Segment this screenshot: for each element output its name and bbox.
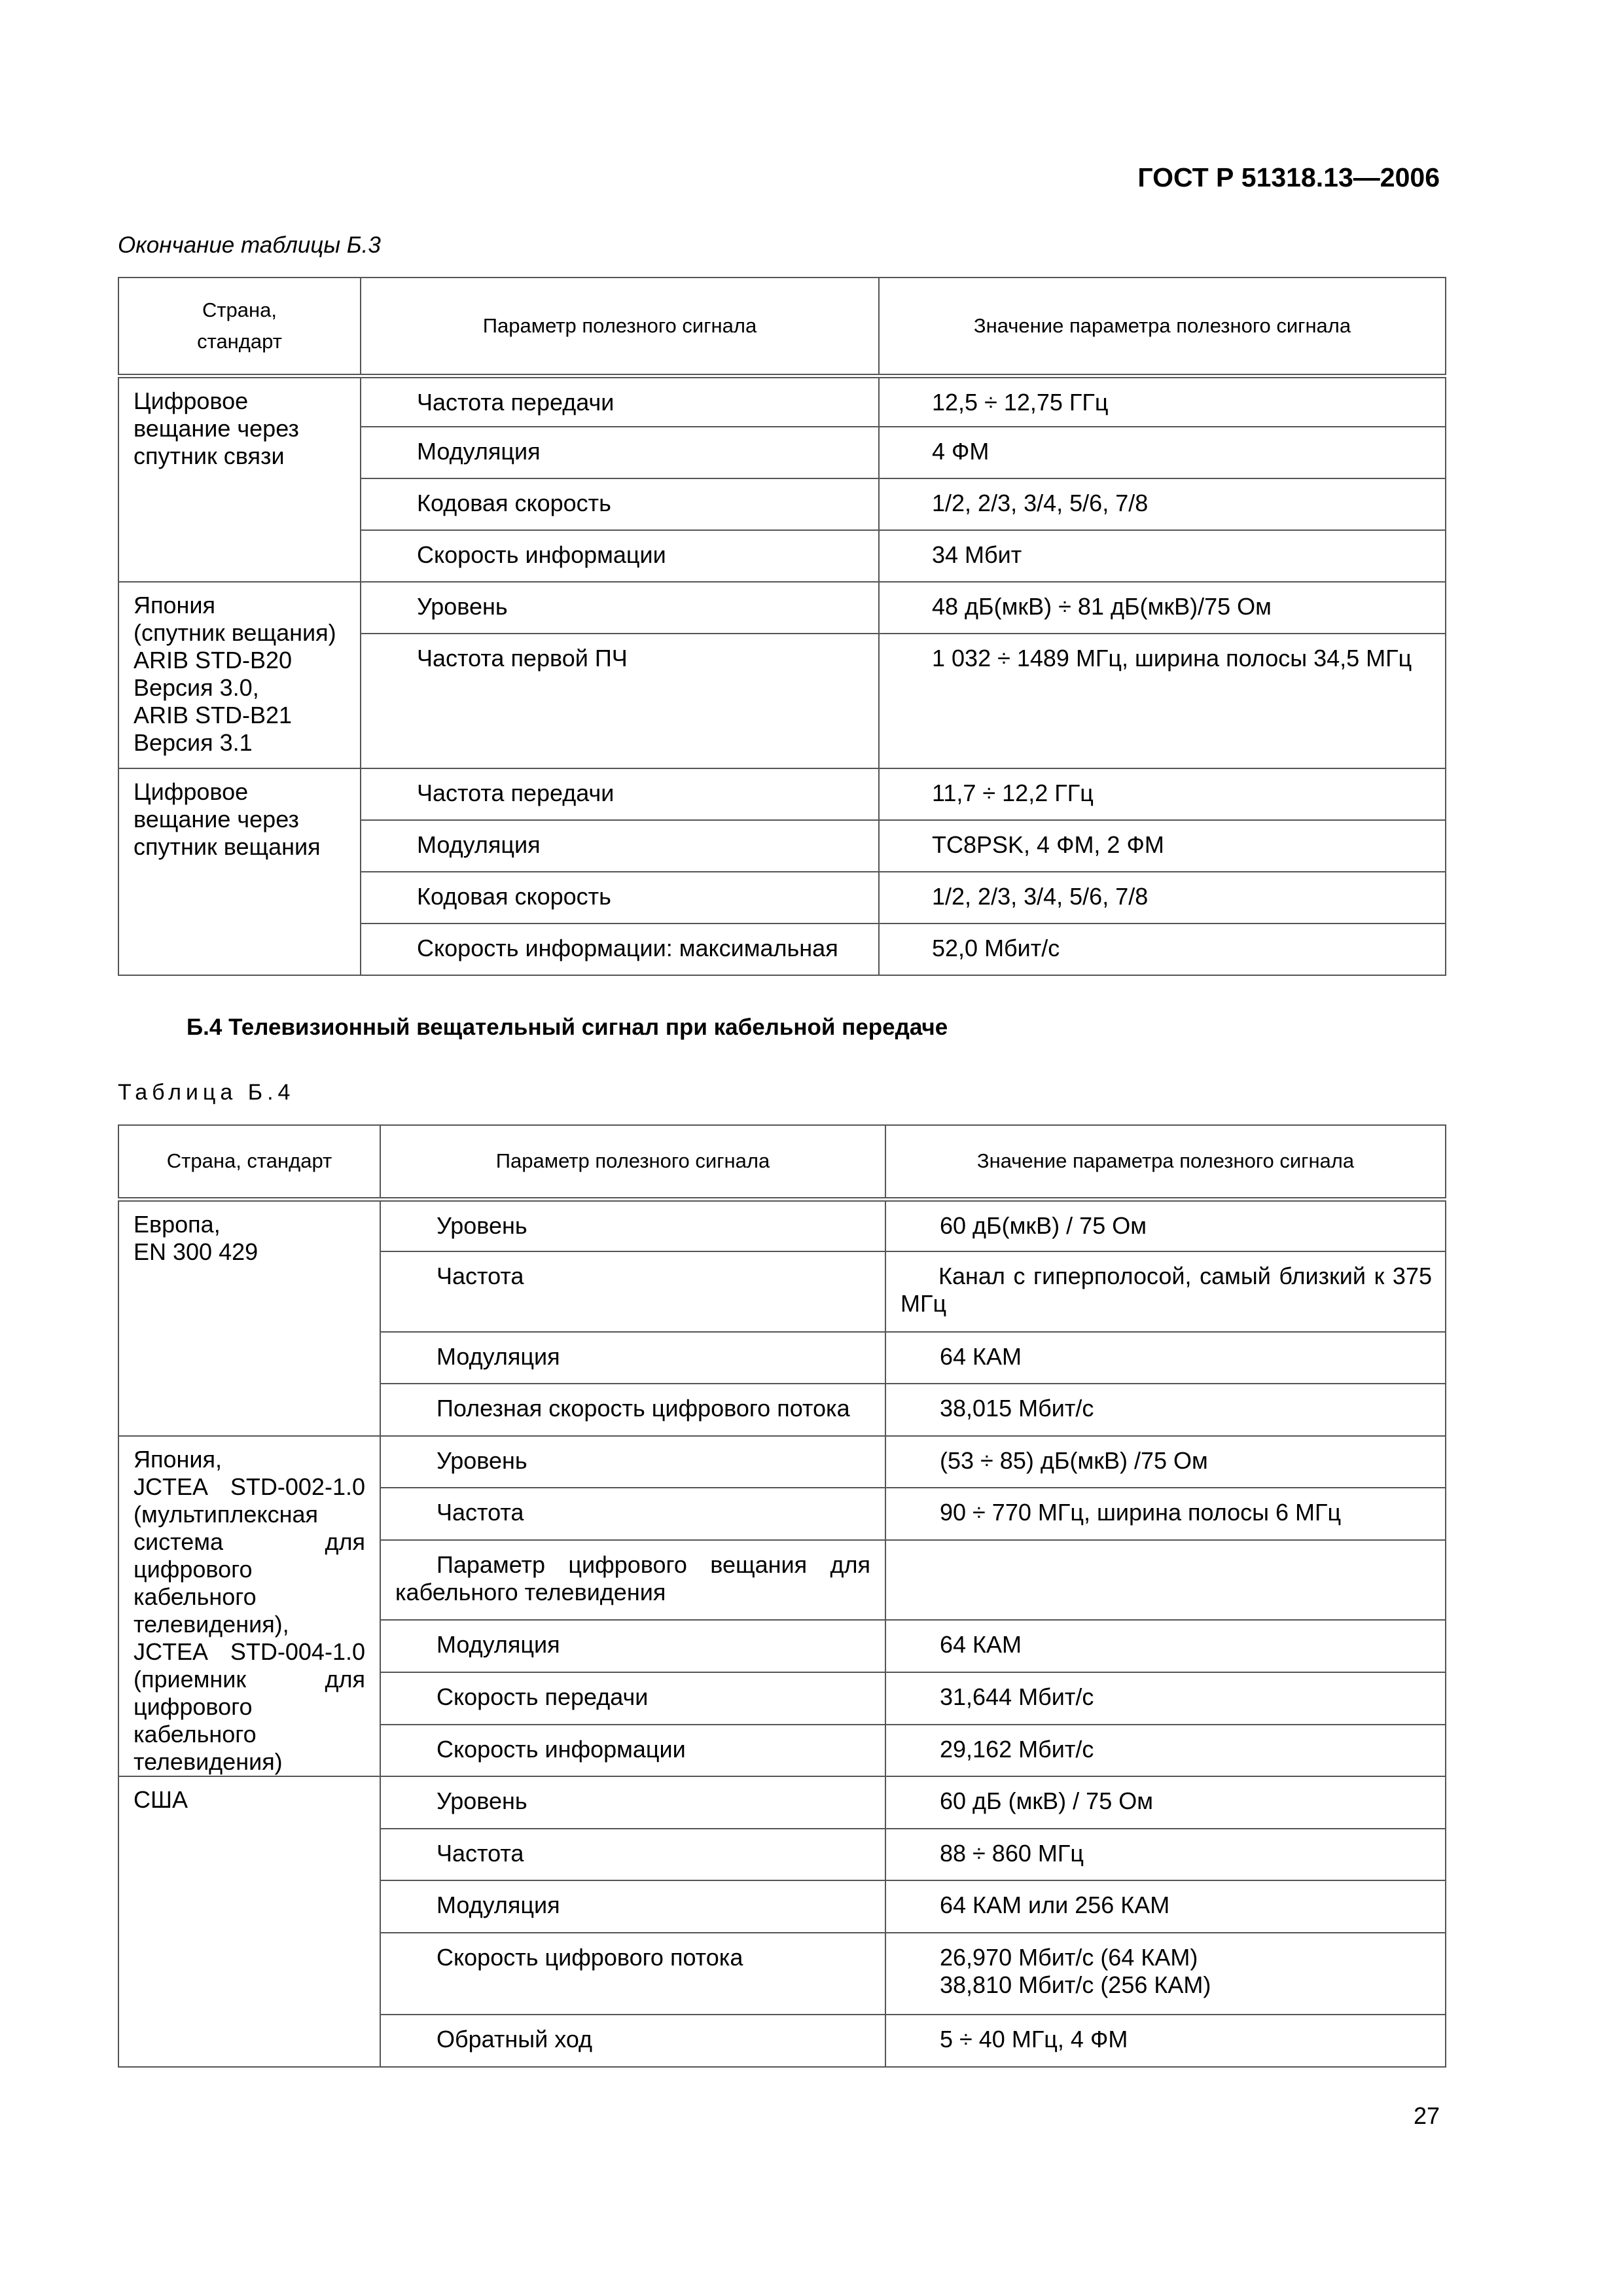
- parameter-cell: Модуляция: [361, 427, 879, 478]
- value-cell: 48 дБ(мкВ) ÷ 81 дБ(мкВ)/75 Ом: [879, 582, 1446, 634]
- table-b3-caption: Окончание таблицы Б.3: [118, 232, 381, 258]
- value-cell: 88 ÷ 860 МГц: [885, 1829, 1446, 1880]
- value-cell: Канал с гиперполосой, самый близкий к 375 МГц: [885, 1251, 1446, 1332]
- parameter-cell: Частота первой ПЧ: [361, 634, 879, 768]
- parameter-cell: Скорость цифрового потока: [380, 1933, 885, 2015]
- parameter-cell: Уровень: [380, 1199, 885, 1251]
- value-cell: (53 ÷ 85) дБ(мкВ) /75 Ом: [885, 1436, 1446, 1488]
- value-cell: 90 ÷ 770 МГц, ширина полосы 6 МГц: [885, 1488, 1446, 1540]
- value-cell: 1/2, 2/3, 3/4, 5/6, 7/8: [879, 872, 1446, 924]
- document-header: ГОСТ Р 51318.13—2006: [1137, 162, 1440, 192]
- table-b3: [118, 277, 1446, 976]
- value-cell: 31,644 Мбит/с: [885, 1672, 1446, 1725]
- parameter-cell: Скорость информации: [361, 530, 879, 582]
- table-b4: [118, 1124, 1446, 2068]
- value-cell: 29,162 Мбит/с: [885, 1725, 1446, 1776]
- value-cell: 38,015 Мбит/с: [885, 1384, 1446, 1436]
- header-parameter: Параметр полезного сигнала: [380, 1125, 885, 1199]
- section-b4-title: Б.4 Телевизионный вещательный сигнал при кабельной передаче: [187, 1014, 948, 1040]
- value-cell: 26,970 Мбит/с (64 КАМ) 38,810 Мбит/с (256 КАМ): [885, 1933, 1446, 2015]
- parameter-cell: Скорость передачи: [380, 1672, 885, 1725]
- header-country: Страна, стандарт: [118, 278, 361, 376]
- parameter-cell: Кодовая скорость: [361, 478, 879, 530]
- header-parameter: Параметр полезного сигнала: [361, 278, 879, 376]
- parameter-cell: Частота передачи: [361, 376, 879, 427]
- parameter-cell: Обратный ход: [380, 2015, 885, 2067]
- value-cell: 34 Мбит: [879, 530, 1446, 582]
- country-cell: Япония (спутник вещания) ARIB STD-B20 Версия 3.0, ARIB STD-B21 Версия 3.1: [118, 582, 361, 768]
- country-cell: Япония, JCTEA STD-002-1.0 (мультиплексная система для цифрового кабельного телевидения), JCTEA STD-004-1.0 (приемник для цифрового кабельного телевидения): [118, 1436, 380, 1776]
- value-cell: 64 КАМ: [885, 1332, 1446, 1384]
- parameter-cell: Частота передачи: [361, 768, 879, 820]
- page-number: 27: [1413, 2102, 1440, 2129]
- parameter-cell: Модуляция: [361, 820, 879, 872]
- country-cell: Цифровое вещание через спутник связи: [118, 376, 361, 582]
- parameter-cell: Модуляция: [380, 1332, 885, 1384]
- country-cell: Цифровое вещание через спутник вещания: [118, 768, 361, 975]
- country-cell: США: [118, 1776, 380, 2067]
- value-cell: 5 ÷ 40 МГц, 4 ФМ: [885, 2015, 1446, 2067]
- parameter-cell: Частота: [380, 1829, 885, 1880]
- value-cell: 12,5 ÷ 12,75 ГГц: [879, 376, 1446, 427]
- parameter-cell: Скорость информации: [380, 1725, 885, 1776]
- header-country: Страна, стандарт: [118, 1125, 380, 1199]
- value-cell: 1/2, 2/3, 3/4, 5/6, 7/8: [879, 478, 1446, 530]
- parameter-cell: Модуляция: [380, 1880, 885, 1933]
- parameter-cell: Полезная скорость цифрового потока: [380, 1384, 885, 1436]
- parameter-cell: Уровень: [380, 1436, 885, 1488]
- parameter-cell: Частота: [380, 1488, 885, 1540]
- value-cell: [885, 1540, 1446, 1620]
- parameter-cell: Кодовая скорость: [361, 872, 879, 924]
- parameter-cell: Модуляция: [380, 1620, 885, 1672]
- value-cell: 1 032 ÷ 1489 МГц, ширина полосы 34,5 МГц: [879, 634, 1446, 768]
- value-cell: 11,7 ÷ 12,2 ГГц: [879, 768, 1446, 820]
- parameter-cell: Уровень: [361, 582, 879, 634]
- header-value: Значение параметра полезного сигнала: [885, 1125, 1446, 1199]
- header-value: Значение параметра полезного сигнала: [879, 278, 1446, 376]
- value-cell: 52,0 Мбит/с: [879, 924, 1446, 975]
- parameter-cell: Параметр цифрового вещания для кабельного телевидения: [380, 1540, 885, 1620]
- value-cell: 64 КАМ или 256 КАМ: [885, 1880, 1446, 1933]
- country-cell: Европа, EN 300 429: [118, 1199, 380, 1436]
- table-b4-caption: Таблица Б.4: [118, 1080, 295, 1105]
- parameter-cell: Уровень: [380, 1776, 885, 1829]
- value-cell: 60 дБ (мкВ) / 75 Ом: [885, 1776, 1446, 1829]
- value-cell: 64 КАМ: [885, 1620, 1446, 1672]
- parameter-cell: Частота: [380, 1251, 885, 1332]
- parameter-cell: Скорость информации: максимальная: [361, 924, 879, 975]
- value-cell: 4 ФМ: [879, 427, 1446, 478]
- value-cell: 60 дБ(мкВ) / 75 Ом: [885, 1199, 1446, 1251]
- value-cell: TC8PSK, 4 ФМ, 2 ФМ: [879, 820, 1446, 872]
